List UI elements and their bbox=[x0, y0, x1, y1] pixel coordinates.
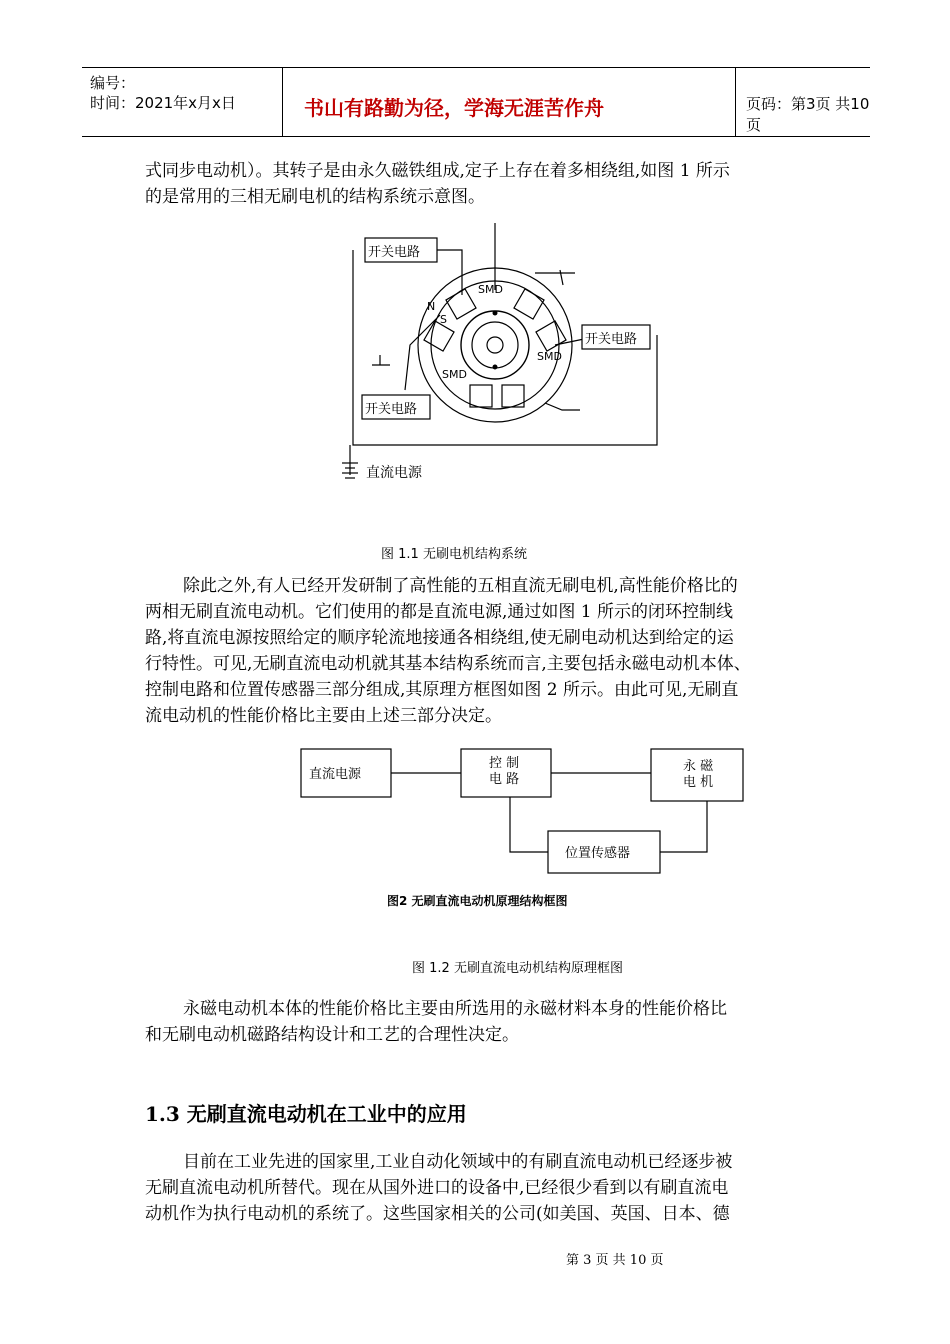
header-motto: 书山有路勤为径，学海无涯苦作舟 bbox=[304, 96, 604, 120]
rotor-shaft bbox=[487, 337, 503, 353]
hall-dot bbox=[493, 311, 498, 316]
smd-label-top: SMD bbox=[478, 283, 503, 296]
figure-1-caption: 图 1.1 无刷电机结构系统 bbox=[381, 547, 527, 562]
header-time-label: 时间：2021年x月x日 bbox=[90, 94, 236, 112]
wire bbox=[560, 270, 563, 285]
header-motto-cell bbox=[283, 68, 736, 136]
control-block-label-top: 控 制 bbox=[489, 756, 520, 771]
figure-2-caption: 图 1.2 无刷直流电动机结构原理框图 bbox=[412, 961, 623, 976]
paragraph-1-line-2: 的是常用的三相无刷电机的结构系统示意图。 bbox=[145, 187, 485, 207]
switch-circuit-label-right: 开关电路 bbox=[585, 332, 638, 347]
pm-motor-label-top: 永 磁 bbox=[683, 759, 714, 774]
figure-2-inner-caption: 图2 无刷直流电动机原理结构框图 bbox=[387, 894, 568, 908]
paragraph-4-line-3: 动机作为执行电动机的系统了。这些国家相关的公司(如美国、英国、日本、德 bbox=[145, 1204, 730, 1224]
winding-coil bbox=[470, 385, 492, 407]
ground-line bbox=[372, 355, 390, 365]
header-page-cell bbox=[736, 68, 870, 136]
section-heading: 1.3 无刷直流电动机在工业中的应用 bbox=[145, 1102, 467, 1126]
north-pole-label: N bbox=[427, 300, 436, 313]
paragraph-1-line-1: 式同步电动机）。其转子是由永久磁铁组成,定子上存在着多相绕组,如图 1 所示 bbox=[145, 161, 730, 181]
dc-source-label: 直流电源 bbox=[366, 465, 422, 481]
switch-circuit-label-bottom: 开关电路 bbox=[365, 402, 418, 417]
pm-motor-label-bottom: 电 机 bbox=[683, 775, 714, 790]
paragraph-4-line-2: 无刷直流电动机所替代。现在从国外进口的设备中,已经很少看到以有刷直流电 bbox=[145, 1178, 729, 1198]
winding-coil bbox=[514, 289, 544, 319]
paragraph-2-line-4: 行特性。可见,无刷直流电动机就其基本结构系统而言,主要包括永磁电动机本体、 bbox=[145, 654, 751, 674]
header-page-label: 页码：第3页 共10页 bbox=[746, 95, 870, 134]
paragraph-3-line-2: 和无刷电动机磁路结构设计和工艺的合理性决定。 bbox=[145, 1025, 519, 1045]
winding-coil bbox=[446, 289, 476, 319]
paragraph-3-line-1: 永磁电动机本体的性能价格比主要由所选用的永磁材料本身的性能价格比 bbox=[183, 999, 727, 1019]
wire bbox=[405, 315, 440, 390]
figure-2-block-diagram bbox=[295, 743, 795, 915]
paragraph-4-line-1: 目前在工业先进的国家里,工业自动化领域中的有刷直流电动机已经逐步被 bbox=[183, 1152, 733, 1172]
header-meta-cell bbox=[82, 68, 283, 136]
paragraph-2-line-3: 路,将直流电源按照给定的顺序轮流地接通各相绕组,使无刷电动机达到给定的运 bbox=[145, 628, 734, 648]
control-block-label-bottom: 电 路 bbox=[489, 772, 520, 787]
smd-label-left: SMD bbox=[442, 368, 467, 381]
dc-source-block-label: 直流电源 bbox=[309, 767, 362, 782]
header-number-label: 编号： bbox=[90, 74, 136, 92]
page-header bbox=[82, 67, 870, 137]
paragraph-2-line-2: 两相无刷直流电动机。它们使用的都是直流电源,通过如图 1 所示的闭环控制线 bbox=[145, 602, 734, 622]
paragraph-2-line-1: 除此之外,有人已经开发研制了高性能的五相直流无刷电机,高性能价格比的 bbox=[183, 576, 738, 596]
paragraph-2-line-5: 控制电路和位置传感器三部分组成,其原理方框图如图 2 所示。由此可见,无刷直 bbox=[145, 680, 739, 700]
smd-label-right: SMD bbox=[537, 350, 562, 363]
connector-line bbox=[660, 801, 707, 852]
figure-1-motor-diagram bbox=[330, 215, 670, 500]
south-pole-label: S bbox=[440, 313, 447, 326]
switch-circuit-label-top: 开关电路 bbox=[368, 245, 421, 260]
winding-coil bbox=[536, 321, 566, 351]
hall-dot bbox=[493, 365, 498, 370]
page-footer: 第 3 页 共 10 页 bbox=[566, 1253, 664, 1268]
paragraph-2-line-6: 流电动机的性能价格比主要由上述三部分决定。 bbox=[145, 706, 502, 726]
ground-line bbox=[545, 403, 580, 410]
connector-line bbox=[510, 797, 548, 852]
winding-coil bbox=[424, 321, 454, 351]
position-sensor-label: 位置传感器 bbox=[565, 846, 631, 861]
